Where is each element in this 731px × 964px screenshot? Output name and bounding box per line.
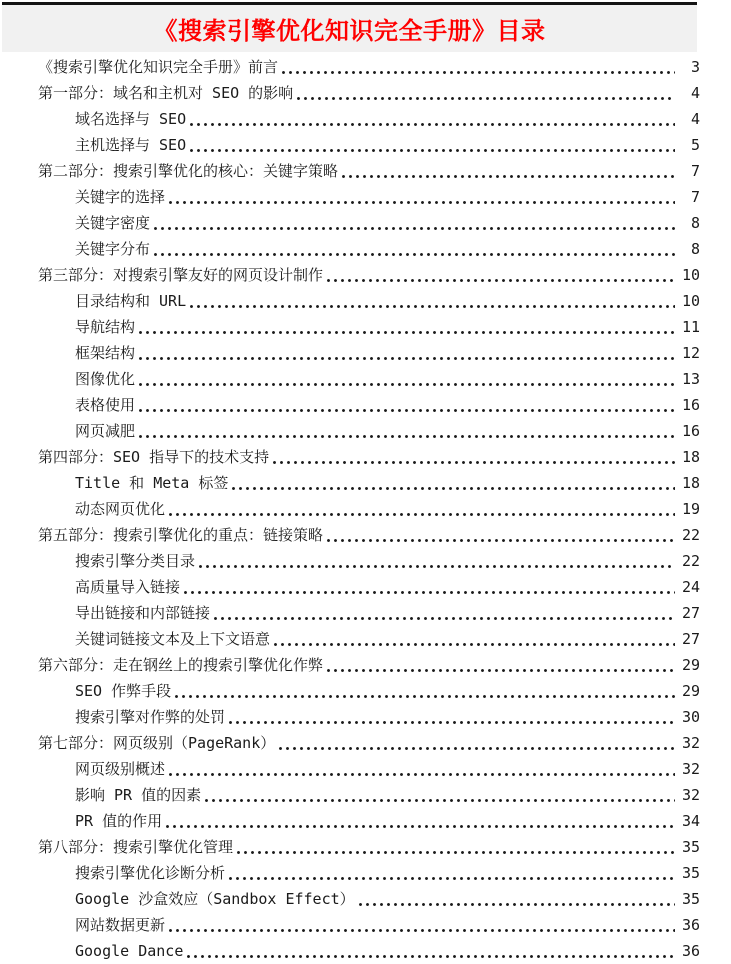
toc-entry — [0, 210, 731, 236]
toc-page-number: 7 — [690, 162, 700, 180]
toc-page-number: 8 — [690, 214, 700, 232]
dot-leader — [342, 158, 675, 184]
toc-entry — [0, 418, 731, 444]
toc-page-number: 36 — [681, 916, 700, 934]
toc-entry — [0, 782, 731, 808]
toc-entry — [0, 652, 731, 678]
toc-entry — [0, 626, 731, 652]
toc-page-number: 8 — [690, 240, 700, 258]
toc-page-number: 19 — [681, 500, 700, 518]
toc-entry-text: 导出链接和内部链接 — [75, 604, 211, 622]
toc-page-number: 27 — [681, 630, 700, 648]
toc-entry-text: 关键词链接文本及上下文语意 — [75, 630, 271, 648]
dot-leader — [229, 860, 675, 886]
toc-entry — [0, 704, 731, 730]
dot-leader — [166, 808, 675, 834]
toc-entry-text: Title 和 Meta 标签 — [75, 474, 229, 492]
dot-leader — [187, 938, 675, 964]
dot-leader — [169, 756, 675, 782]
toc-page-number: 11 — [681, 318, 700, 336]
toc-entry-text: 搜索引擎分类目录 — [75, 552, 196, 570]
toc-entry — [0, 392, 731, 418]
dot-leader — [190, 132, 675, 158]
toc-entry-text: 主机选择与 SEO — [75, 136, 187, 154]
toc-entry — [0, 860, 731, 886]
toc-page-number: 13 — [681, 370, 700, 388]
toc-entry — [0, 132, 731, 158]
toc-page-number: 35 — [681, 838, 700, 856]
toc-page-number: 35 — [681, 890, 700, 908]
dot-leader — [199, 548, 675, 574]
dot-leader — [274, 626, 675, 652]
page-title: 《搜索引擎优化知识完全手册》目录 — [153, 17, 546, 45]
dot-leader — [327, 652, 675, 678]
dot-leader — [139, 340, 675, 366]
toc-entry-text: 第六部分：走在钢丝上的搜索引擎优化作弊 — [38, 656, 324, 674]
toc-entry-text: 网站数据更新 — [75, 916, 166, 934]
toc-page-number: 32 — [681, 760, 700, 778]
dot-leader — [169, 912, 675, 938]
toc-entry — [0, 444, 731, 470]
toc-entry — [0, 470, 731, 496]
toc-entry — [0, 340, 731, 366]
dot-leader — [237, 834, 675, 860]
toc-entry — [0, 236, 731, 262]
dot-leader — [232, 470, 675, 496]
toc-entry-text: 第五部分：搜索引擎优化的重点：链接策略 — [38, 526, 324, 544]
toc-page-number: 12 — [681, 344, 700, 362]
dot-leader — [154, 210, 675, 236]
toc-page-number: 29 — [681, 656, 700, 674]
toc-entry-text: 网页减肥 — [75, 422, 136, 440]
toc-entry — [0, 548, 731, 574]
toc-entry-text: 第八部分：搜索引擎优化管理 — [38, 838, 234, 856]
dot-leader — [282, 54, 675, 80]
toc-page-number: 22 — [681, 552, 700, 570]
toc-entry — [0, 366, 731, 392]
toc-entry-text: 第七部分：网页级别（PageRank） — [38, 734, 276, 752]
toc-entry-text: 搜索引擎优化诊断分析 — [75, 864, 226, 882]
toc-entry — [0, 158, 731, 184]
dot-leader — [327, 262, 675, 288]
dot-leader — [139, 314, 675, 340]
dot-leader — [229, 704, 675, 730]
dot-leader — [279, 730, 675, 756]
toc-page-number: 35 — [681, 864, 700, 882]
toc-entry-text: 表格使用 — [75, 396, 136, 414]
toc-page-number: 16 — [681, 396, 700, 414]
toc-entry — [0, 262, 731, 288]
toc-entry-text: SEO 作弊手段 — [75, 682, 172, 700]
toc-entry — [0, 106, 731, 132]
dot-leader — [169, 184, 675, 210]
toc-page-number: 18 — [681, 474, 700, 492]
toc-entry-text: Google 沙盒效应（Sandbox Effect） — [75, 890, 355, 908]
toc-entry-text: 关键字分布 — [75, 240, 151, 258]
toc-entry-text: 图像优化 — [75, 370, 136, 388]
dot-leader — [273, 444, 675, 470]
toc-entry — [0, 808, 731, 834]
toc-entry-text: 第一部分：域名和主机对 SEO 的影响 — [38, 84, 294, 102]
toc-entry — [0, 314, 731, 340]
toc-page-number: 32 — [681, 734, 700, 752]
toc-entry-text: 目录结构和 URL — [75, 292, 187, 310]
toc-page-number: 18 — [681, 448, 700, 466]
toc-page-number: 29 — [681, 682, 700, 700]
dot-leader — [169, 496, 675, 522]
dot-leader — [205, 782, 675, 808]
dot-leader — [359, 886, 675, 912]
dot-leader — [190, 288, 675, 314]
toc-entry — [0, 678, 731, 704]
toc-entry-text: 影响 PR 值的因素 — [75, 786, 202, 804]
toc-entry — [0, 600, 731, 626]
toc-page-number: 24 — [681, 578, 700, 596]
toc-entry-text: Google Dance — [75, 942, 184, 960]
toc-list — [0, 54, 731, 964]
dot-leader — [214, 600, 675, 626]
toc-entry-text: 关键字的选择 — [75, 188, 166, 206]
toc-page-number: 16 — [681, 422, 700, 440]
toc-page-number: 10 — [681, 292, 700, 310]
dot-leader — [139, 392, 675, 418]
toc-entry — [0, 574, 731, 600]
toc-entry-text: 第二部分：搜索引擎优化的核心：关键字策略 — [38, 162, 339, 180]
toc-entry — [0, 886, 731, 912]
toc-entry — [0, 756, 731, 782]
toc-entry-text: 搜索引擎对作弊的处罚 — [75, 708, 226, 726]
dot-leader — [297, 80, 675, 106]
toc-page-number: 27 — [681, 604, 700, 622]
toc-entry-text: 第三部分：对搜索引擎友好的网页设计制作 — [38, 266, 324, 284]
toc-entry-text: 导航结构 — [75, 318, 136, 336]
toc-entry — [0, 938, 731, 964]
toc-entry-text: 《搜索引擎优化知识完全手册》前言 — [38, 58, 279, 76]
toc-entry-text: 第四部分：SEO 指导下的技术支持 — [38, 448, 270, 466]
toc-page-number: 34 — [681, 812, 700, 830]
toc-entry — [0, 184, 731, 210]
toc-page-number: 4 — [690, 110, 700, 128]
toc-page-number: 22 — [681, 526, 700, 544]
toc-page-number: 4 — [690, 84, 700, 102]
dot-leader — [175, 678, 675, 704]
toc-entry-text: 动态网页优化 — [75, 500, 166, 518]
dot-leader — [184, 574, 675, 600]
dot-leader — [327, 522, 675, 548]
toc-entry — [0, 54, 731, 80]
toc-entry-text: 关键字密度 — [75, 214, 151, 232]
toc-entry-text: 框架结构 — [75, 344, 136, 362]
toc-entry — [0, 288, 731, 314]
toc-entry-text: PR 值的作用 — [75, 812, 163, 830]
toc-page-number: 10 — [681, 266, 700, 284]
toc-entry-text: 网页级别概述 — [75, 760, 166, 778]
toc-page-number: 5 — [690, 136, 700, 154]
toc-entry — [0, 522, 731, 548]
toc-entry — [0, 912, 731, 938]
toc-entry-text: 高质量导入链接 — [75, 578, 181, 596]
toc-entry — [0, 80, 731, 106]
toc-entry-text: 域名选择与 SEO — [75, 110, 187, 128]
toc-entry — [0, 730, 731, 756]
toc-header — [2, 2, 697, 52]
toc-page-number: 7 — [690, 188, 700, 206]
dot-leader — [154, 236, 675, 262]
toc-page-number: 36 — [681, 942, 700, 960]
toc-entry — [0, 496, 731, 522]
toc-page-number: 32 — [681, 786, 700, 804]
toc-entry — [0, 834, 731, 860]
dot-leader — [139, 418, 675, 444]
toc-page-number: 3 — [690, 58, 700, 76]
toc-page-number: 30 — [681, 708, 700, 726]
dot-leader — [139, 366, 675, 392]
dot-leader — [190, 106, 675, 132]
